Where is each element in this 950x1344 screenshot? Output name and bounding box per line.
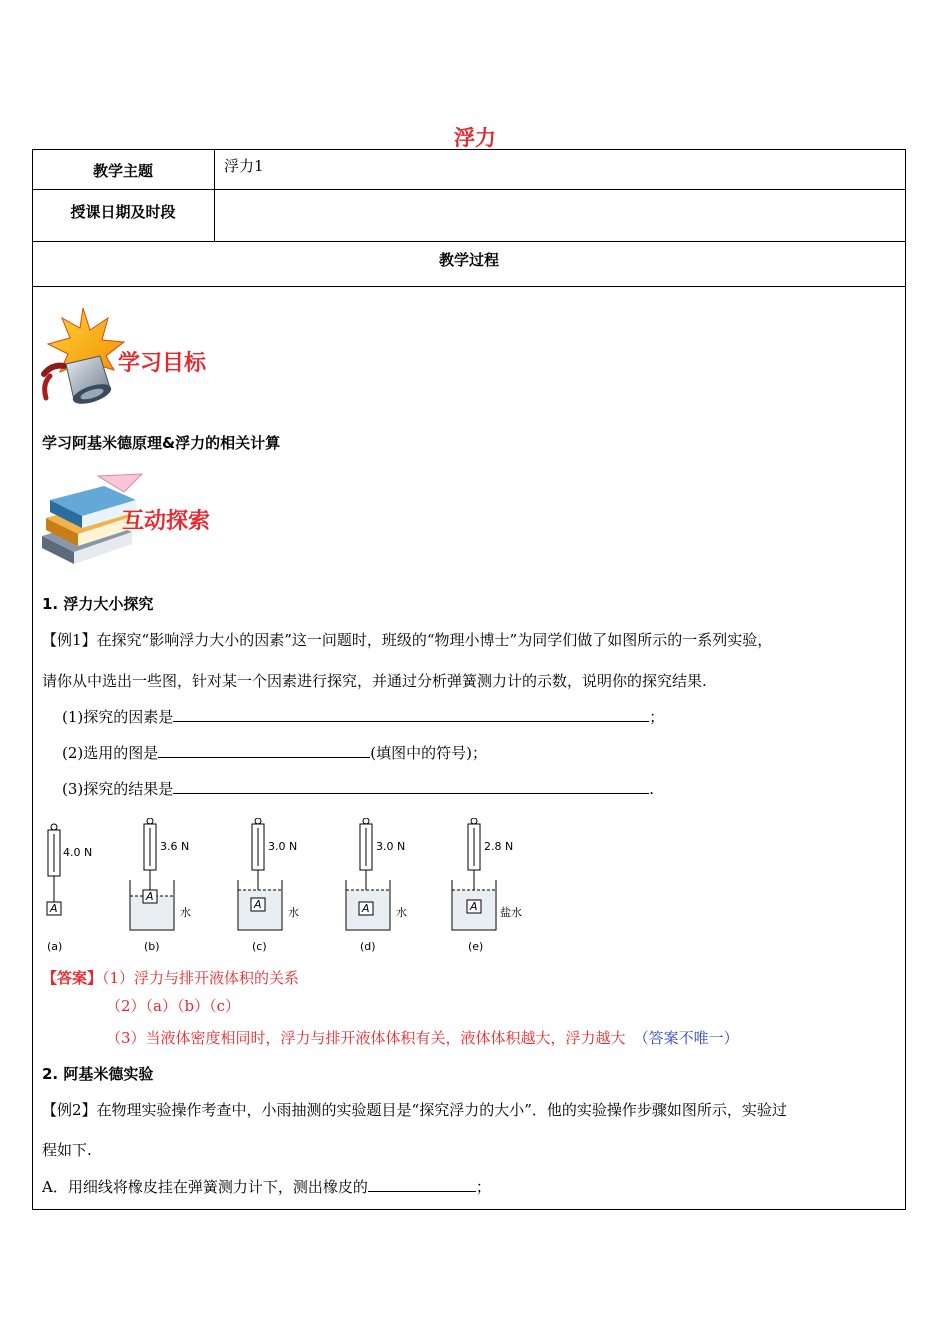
example1-paragraph-2: 请你从中选出一些图，针对某一个因素进行探究，并通过分析弹簧测力计的示数，说明你的探究结果.: [42, 672, 707, 690]
topic-value: 浮力1: [224, 157, 264, 175]
document-title: 浮力: [454, 125, 496, 150]
liquid-label-e: 盐水: [500, 906, 522, 919]
caption-a: (a): [47, 940, 63, 953]
reading-e: 2.8 N: [484, 840, 514, 853]
question-3: [62, 778, 654, 799]
question-3-prefix: (3)探究的结果是: [62, 780, 174, 798]
caption-e: (e): [468, 940, 484, 953]
panel-e: [452, 818, 496, 930]
example2-paragraph-1: 【例2】在物理实验操作考查中，小雨抽测的实验题目是“探究浮力的大小”．他的实验操作步骤如图所示，实验过: [42, 1101, 787, 1119]
question-2: [62, 742, 487, 763]
block-label-e: A: [470, 900, 478, 913]
table-rule-3: [32, 286, 906, 287]
answer-blank-1[interactable]: [173, 707, 649, 722]
table-rule-1: [32, 189, 906, 190]
caption-c: (c): [252, 940, 267, 953]
reading-b: 3.6 N: [160, 840, 190, 853]
step-a: [42, 1176, 491, 1197]
question-1-suffix: ；: [649, 708, 665, 726]
liquid-label-b: 水: [180, 906, 191, 919]
objectives-badge: [38, 304, 238, 408]
topic-label: 教学主题: [92, 162, 153, 180]
question-3-suffix: .: [649, 780, 655, 798]
section2-heading: 2. 阿基米德实验: [42, 1065, 154, 1083]
buoyancy-experiment-figure: [40, 818, 540, 960]
liquid-label-d: 水: [396, 906, 407, 919]
reading-a: 4.0 N: [63, 846, 93, 859]
answer-1-note: （答案不唯一）: [633, 1029, 739, 1047]
answer-1-line-3: [106, 1027, 739, 1048]
question-1: [62, 706, 664, 727]
block-label-c: A: [254, 898, 262, 911]
step-a-suffix: ；: [475, 1178, 491, 1196]
question-2-prefix: (2)选用的图是: [62, 744, 159, 762]
answer-1-part-3: （3）当液体密度相同时，浮力与排开液体体积有关，液体体积越大，浮力越大: [106, 1029, 626, 1047]
table-divider: [214, 149, 215, 241]
objective-text: 学习阿基米德原理&浮力的相关计算: [42, 434, 281, 452]
block-label-a: A: [50, 902, 58, 915]
answer-1-part-2: （2）（a）（b）（c）: [106, 997, 240, 1015]
question-1-prefix: (1)探究的因素是: [62, 708, 174, 726]
caption-b: (b): [144, 940, 160, 953]
answer-label: 【答案】: [42, 969, 103, 987]
answer-blank-step-a[interactable]: [368, 1177, 476, 1192]
block-label-b: A: [146, 890, 154, 903]
reading-d: 3.0 N: [376, 840, 406, 853]
date-label: 授课日期及时段: [70, 203, 176, 221]
example2-paragraph-2: 程如下.: [42, 1141, 92, 1159]
answer-1-part-1: （1）浮力与排开液体积的关系: [102, 969, 300, 987]
step-a-prefix: A．用细线将橡皮挂在弹簧测力计下，测出橡皮的: [42, 1178, 368, 1196]
panel-b: [130, 818, 174, 930]
block-label-d: A: [362, 902, 370, 915]
answer-blank-3[interactable]: [173, 779, 649, 794]
example1-paragraph-1: 【例1】在探究“影响浮力大小的因素”这一问题时，班级的“物理小博士”为同学们做了如图所示的一系列实验，: [42, 631, 773, 649]
answer-blank-2[interactable]: [158, 743, 370, 758]
objectives-badge-label: 学习目标: [118, 351, 207, 376]
liquid-label-c: 水: [288, 906, 299, 919]
explore-badge: [38, 470, 238, 566]
explore-badge-label: 互动探索: [122, 509, 211, 534]
section1-heading: 1. 浮力大小探究: [42, 595, 154, 613]
table-rule-2: [32, 241, 906, 242]
question-2-suffix: (填图中的符号)；: [370, 744, 487, 762]
caption-d: (d): [360, 940, 376, 953]
answer-1-line-1: [42, 967, 299, 988]
process-label: 教学过程: [438, 251, 499, 269]
reading-c: 3.0 N: [268, 840, 298, 853]
panel-c: [238, 818, 282, 930]
